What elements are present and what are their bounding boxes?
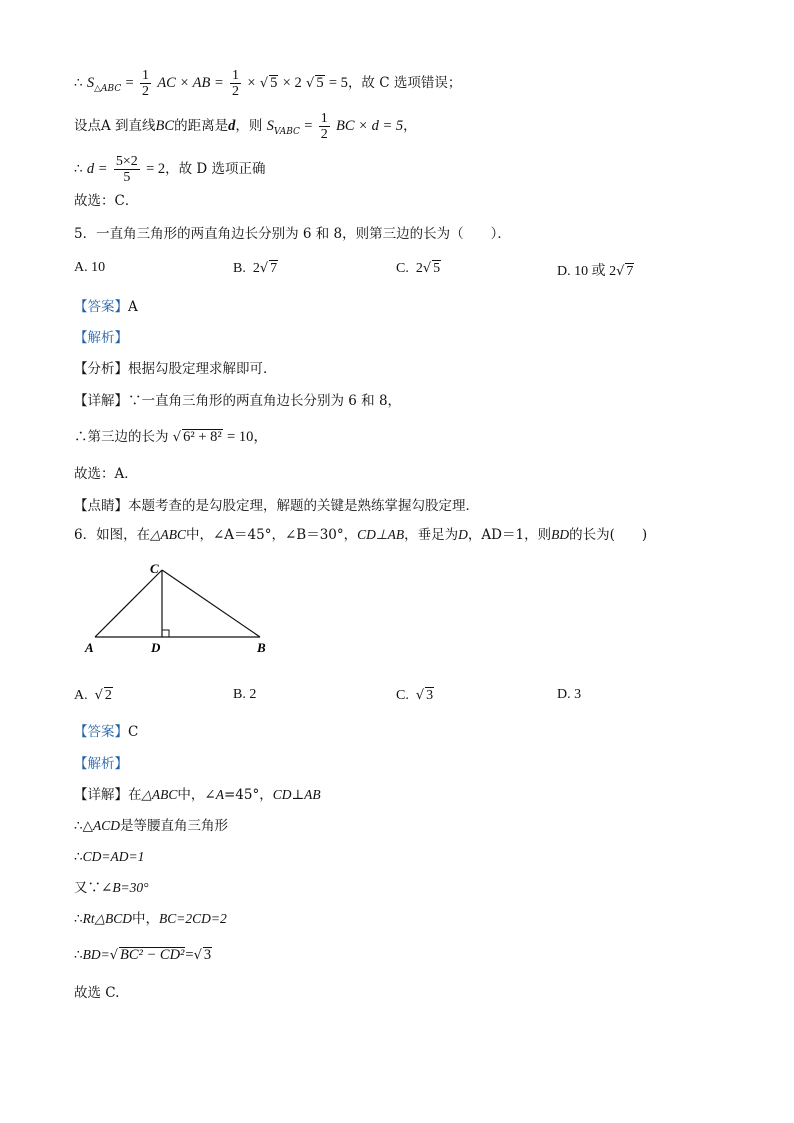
q5-choose: 故选：A． [74,466,138,482]
times: × [247,75,256,91]
answer-tag: 【答案】 [74,724,128,740]
radicand: 7 [626,264,634,279]
radical-sign: √ [306,76,315,91]
label-b: B [257,640,266,655]
radical-sign: √ [259,261,269,276]
expr: BC × d = 5 [336,118,404,134]
side-ac [95,570,162,637]
radicand: 3 [426,688,434,703]
detail-tag: 【详解】 [74,393,128,409]
detail-text: ∵一直角三角形的两直角边长分别为 6 和 8， [128,393,402,409]
radicand: BC² − CD² [120,947,185,963]
fraction [114,154,140,185]
answer-value: A [128,299,138,315]
conclusion-text: ，故 C 选项错误； [347,75,462,91]
segment-bd: BD [551,527,570,542]
radical-sign: √ [422,261,432,276]
point-d: D [458,527,468,542]
text: 又∵∠ [74,880,113,896]
text: 中，∠ [177,787,216,803]
q5-option-d [557,260,634,280]
q6-detail-6 [74,945,212,966]
area-subscript: △ABC [94,84,122,94]
result: = 10， [227,429,268,445]
analysis-tag: 【解析】 [74,330,128,346]
frac-num: 1 [320,111,328,126]
text: 设点A 到直线 [74,118,156,134]
text: 的长为( ) [569,527,648,543]
q5-option-c [396,260,441,277]
q6-option-c [396,687,434,704]
equals: = [304,118,313,134]
q6-detail-2 [74,816,228,836]
q5-stem: 5．一直角三角形的两直角边长分别为 6 和 8，则第三边的长为（ ）． [74,226,511,242]
text: 中，∠A＝45°，∠B＝30°， [185,527,358,543]
text: ，则 [235,118,263,134]
label-c: C [150,561,159,576]
area-symbol: S [86,75,95,91]
prev-line-3 [74,154,266,185]
q6-detail-1 [74,785,321,805]
segment-ab: AB [304,787,321,802]
coef: 2 [415,261,423,276]
radical-sign: √ [415,688,425,703]
equation: CD=AD=1 [82,849,145,864]
segment-bc: BC [155,118,175,134]
text: 在 [128,787,142,803]
frac-num: 5×2 [115,154,138,169]
option-label: B. [233,261,246,276]
answer-tag: 【答案】 [74,299,128,315]
coef: 2 [609,264,617,279]
option-label: A. [74,688,88,703]
radicand: 5 [433,261,441,276]
equals: = [185,947,194,963]
radical-sign: √ [94,688,103,703]
triangle-acd: ACD [92,818,120,833]
prev-choose: 故选：C． [74,193,139,209]
analysis-tag: 【解析】 [74,756,128,772]
option-label: C. [396,261,409,276]
triangle-bcd: △BCD [94,911,132,926]
q5-detail-2 [74,427,268,448]
fraction-half [319,111,330,142]
fraction-half [140,68,151,99]
frac-den: 5 [114,169,140,185]
rt-label: Rt [82,911,95,926]
triangle-abc: △ABC [141,787,178,802]
text: ，AD＝1，则 [467,527,552,543]
q6-stem [74,525,647,545]
answer-value: C [128,724,139,740]
comment-tag: 【点睛】 [74,498,128,514]
radicand: 3 [203,947,212,963]
q6-option-a [74,687,113,704]
result: = 5 [328,75,348,91]
q6-answer [74,722,138,742]
detail-text: ∴第三边的长为 [74,429,169,445]
area-subscript: VABC [273,127,300,137]
q6-detail-4 [74,878,149,898]
therefore-symbol: ∴ [74,849,83,865]
therefore-symbol: ∴△ [74,818,93,834]
radicand: 5 [270,75,278,91]
segment-bd: BD= [82,947,110,962]
q5-comment [74,496,479,516]
label-d: D [151,640,161,655]
text: ，垂足为 [404,527,459,543]
q5-option-a: A. 10 [74,260,106,275]
text: 中， [131,911,159,927]
text: 6．如图，在 [74,527,151,543]
times-two: × 2 [282,75,302,91]
q6-choose: 故选 C. [74,985,120,1001]
prev-line-2 [74,111,417,142]
side-cb [162,570,260,637]
area-symbol: S [266,118,274,134]
fenxi-text: 根据勾股定理求解即可． [128,361,277,377]
q5-analysis-tag [74,328,128,348]
var-d: d [228,118,236,134]
q5-option-b [233,260,278,277]
right-angle-mark [162,630,169,637]
radical-sign: √ [109,948,118,963]
q6-option-b: B. 2 [233,687,257,702]
var-d: d = [86,161,108,177]
therefore-symbol: ∴ [74,911,83,927]
triangle-figure [80,558,280,660]
therefore-symbol: ∴ [74,947,83,963]
detail-tag: 【详解】 [74,787,128,803]
therefore-symbol: ∴ [74,75,83,91]
option-label: D. 10 或 [557,264,606,279]
equation: BC=2CD=2 [158,911,227,926]
cd-perp-ab: CD⊥AB [357,527,405,542]
q6-detail-5 [74,909,227,929]
radicand: 5 [316,75,324,91]
radical-sign: √ [616,264,625,279]
expr-ac-ab: AC × AB = [157,75,224,91]
angle-a: A [215,787,224,802]
frac-den: 2 [142,84,150,99]
q6-analysis-tag [74,754,128,774]
q5-fenxi [74,359,277,379]
comma: ， [403,118,417,134]
frac-num: 1 [142,68,150,83]
option-label: C. [396,688,409,703]
label-a: A [85,640,94,655]
coef: 2 [252,261,260,276]
radical-sign: √ [172,430,182,445]
text: =45°， [223,787,273,803]
frac-num: 1 [232,68,240,83]
therefore-symbol: ∴ [74,161,83,177]
fenxi-tag: 【分析】 [74,361,128,377]
comment-text: 本题考查的是勾股定理，解题的关键是熟练掌握勾股定理． [128,498,479,514]
perp-symbol: ⊥ [291,787,305,803]
result: = 2 [146,161,166,177]
q6-detail-3 [74,847,144,867]
fraction-half-2 [230,68,241,99]
q5-answer [74,297,138,317]
segment-cd: CD [272,787,292,802]
text: 是等腰直角三角形 [119,818,228,834]
q6-option-d: D. 3 [557,687,582,702]
text: 的距离是 [174,118,229,134]
triangle-abc: △ABC [150,527,186,542]
conclusion-text: ，故 D 选项正确 [165,161,266,177]
radicand: 2 [104,688,112,703]
equation: B=30° [112,880,149,895]
radical-sign: √ [193,948,202,963]
prev-line-1 [74,68,461,99]
radicand: 7 [270,261,278,276]
q5-detail-1 [74,391,401,411]
frac-den: 2 [320,127,328,142]
frac-den: 2 [232,84,240,99]
radical-sign: √ [259,76,269,91]
equals: = [125,75,134,91]
radicand: 6² + 8² [183,429,222,445]
